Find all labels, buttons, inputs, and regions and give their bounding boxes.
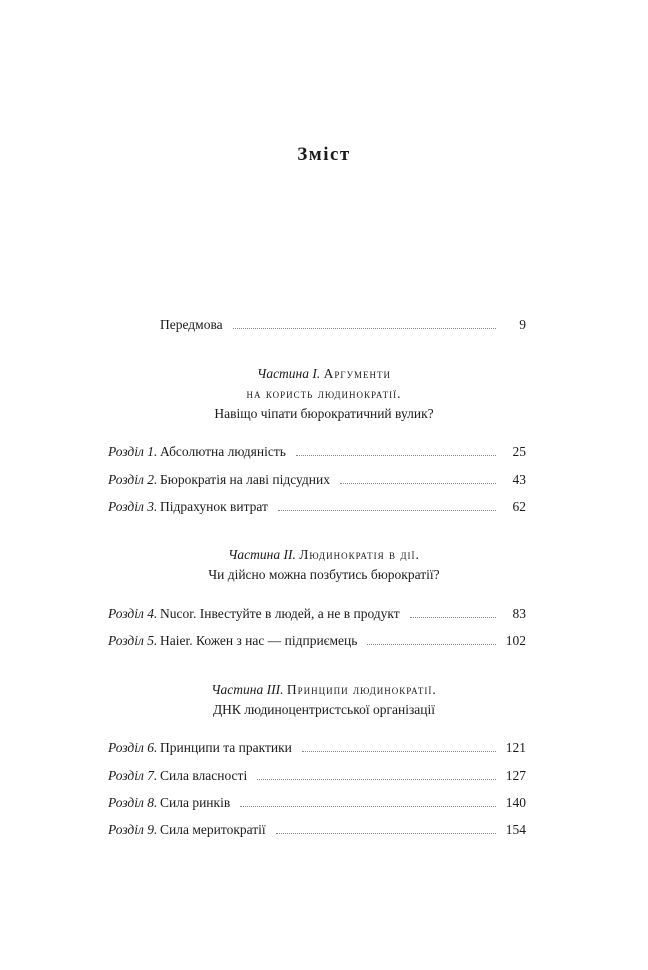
toc-page-number: 83 xyxy=(512,606,526,621)
part-subtitle: Навіщо чіпати бюрократичний вулик? xyxy=(214,406,434,421)
toc-page-number: 127 xyxy=(505,768,526,783)
toc-entry-text: Haier. Кожен з нас — підприємець xyxy=(160,633,358,648)
toc-entry-text: Nucor. Інвестуйте в людей, а не в продукт xyxy=(160,606,400,621)
chapter-label: Розділ 5. xyxy=(108,633,158,648)
toc-entry-text: Абсолютна людяність xyxy=(160,444,286,459)
dot-leader xyxy=(278,509,496,511)
part-heading-1 xyxy=(0,364,648,424)
chapter-label: Розділ 6. xyxy=(108,740,158,755)
part-title: Принципи людинократії. xyxy=(286,682,437,697)
toc-entry-chapter-8[interactable] xyxy=(108,794,526,812)
dot-leader xyxy=(257,778,496,780)
part-title: Людинократія в дії. xyxy=(299,547,420,562)
part-label: Частина III. xyxy=(211,682,284,697)
toc-entry-text: Передмова xyxy=(160,317,223,332)
toc-entry-text: Підрахунок витрат xyxy=(160,499,268,514)
toc-page-number: 43 xyxy=(512,472,526,487)
dot-leader xyxy=(367,643,495,645)
toc-page-number: 102 xyxy=(505,633,526,648)
toc-page-number: 9 xyxy=(519,317,526,332)
dot-leader xyxy=(340,482,496,484)
chapter-label: Розділ 8. xyxy=(108,795,158,810)
chapter-label: Розділ 9. xyxy=(108,822,158,837)
chapter-label: Розділ 4. xyxy=(108,606,158,621)
dot-leader xyxy=(240,805,496,807)
toc-page-number: 121 xyxy=(505,740,526,755)
toc-entry-chapter-9[interactable] xyxy=(108,821,526,839)
dot-leader xyxy=(276,832,496,834)
toc-entry-chapter-4[interactable] xyxy=(108,605,526,623)
page-title: Зміст xyxy=(297,144,351,165)
part-title: Аргументи xyxy=(323,366,391,381)
toc-entry-text: Сила ринків xyxy=(160,795,231,810)
toc-entry-preface[interactable] xyxy=(160,316,526,334)
toc-page-number: 140 xyxy=(505,795,526,810)
dot-leader xyxy=(302,750,496,752)
toc-page-number: 154 xyxy=(505,822,526,837)
part-subtitle: ДНК людиноцентристської організації xyxy=(212,702,436,717)
dot-leader xyxy=(410,616,496,618)
toc-entry-chapter-3[interactable] xyxy=(108,498,526,516)
part-label: Частина II. xyxy=(228,547,296,562)
toc-entry-text: Сила власності xyxy=(160,768,248,783)
part-heading-2 xyxy=(0,545,648,585)
chapter-label: Розділ 3. xyxy=(108,499,158,514)
part-label: Частина I. xyxy=(257,366,321,381)
toc-page-number: 25 xyxy=(512,444,526,459)
chapter-label: Розділ 7. xyxy=(108,768,158,783)
dot-leader xyxy=(233,327,496,329)
toc-entry-text: Принципи та практики xyxy=(160,740,292,755)
chapter-label: Розділ 1. xyxy=(108,444,158,459)
part-heading-3 xyxy=(0,680,648,720)
toc-entry-chapter-7[interactable] xyxy=(108,767,526,785)
toc-entry-text: Сила меритократії xyxy=(160,822,266,837)
toc-entry-text: Бюрократія на лаві підсудних xyxy=(160,472,330,487)
part-title-continued: на користь людинократії. xyxy=(246,386,402,401)
toc-entry-chapter-1[interactable] xyxy=(108,443,526,461)
toc-entry-chapter-6[interactable] xyxy=(108,739,526,757)
toc-page-number: 62 xyxy=(512,499,526,514)
dot-leader xyxy=(296,454,496,456)
chapter-label: Розділ 2. xyxy=(108,472,158,487)
part-subtitle: Чи дійсно можна позбутись бюрократії? xyxy=(208,567,440,582)
toc-entry-chapter-5[interactable] xyxy=(108,632,526,650)
toc-entry-chapter-2[interactable] xyxy=(108,471,526,489)
